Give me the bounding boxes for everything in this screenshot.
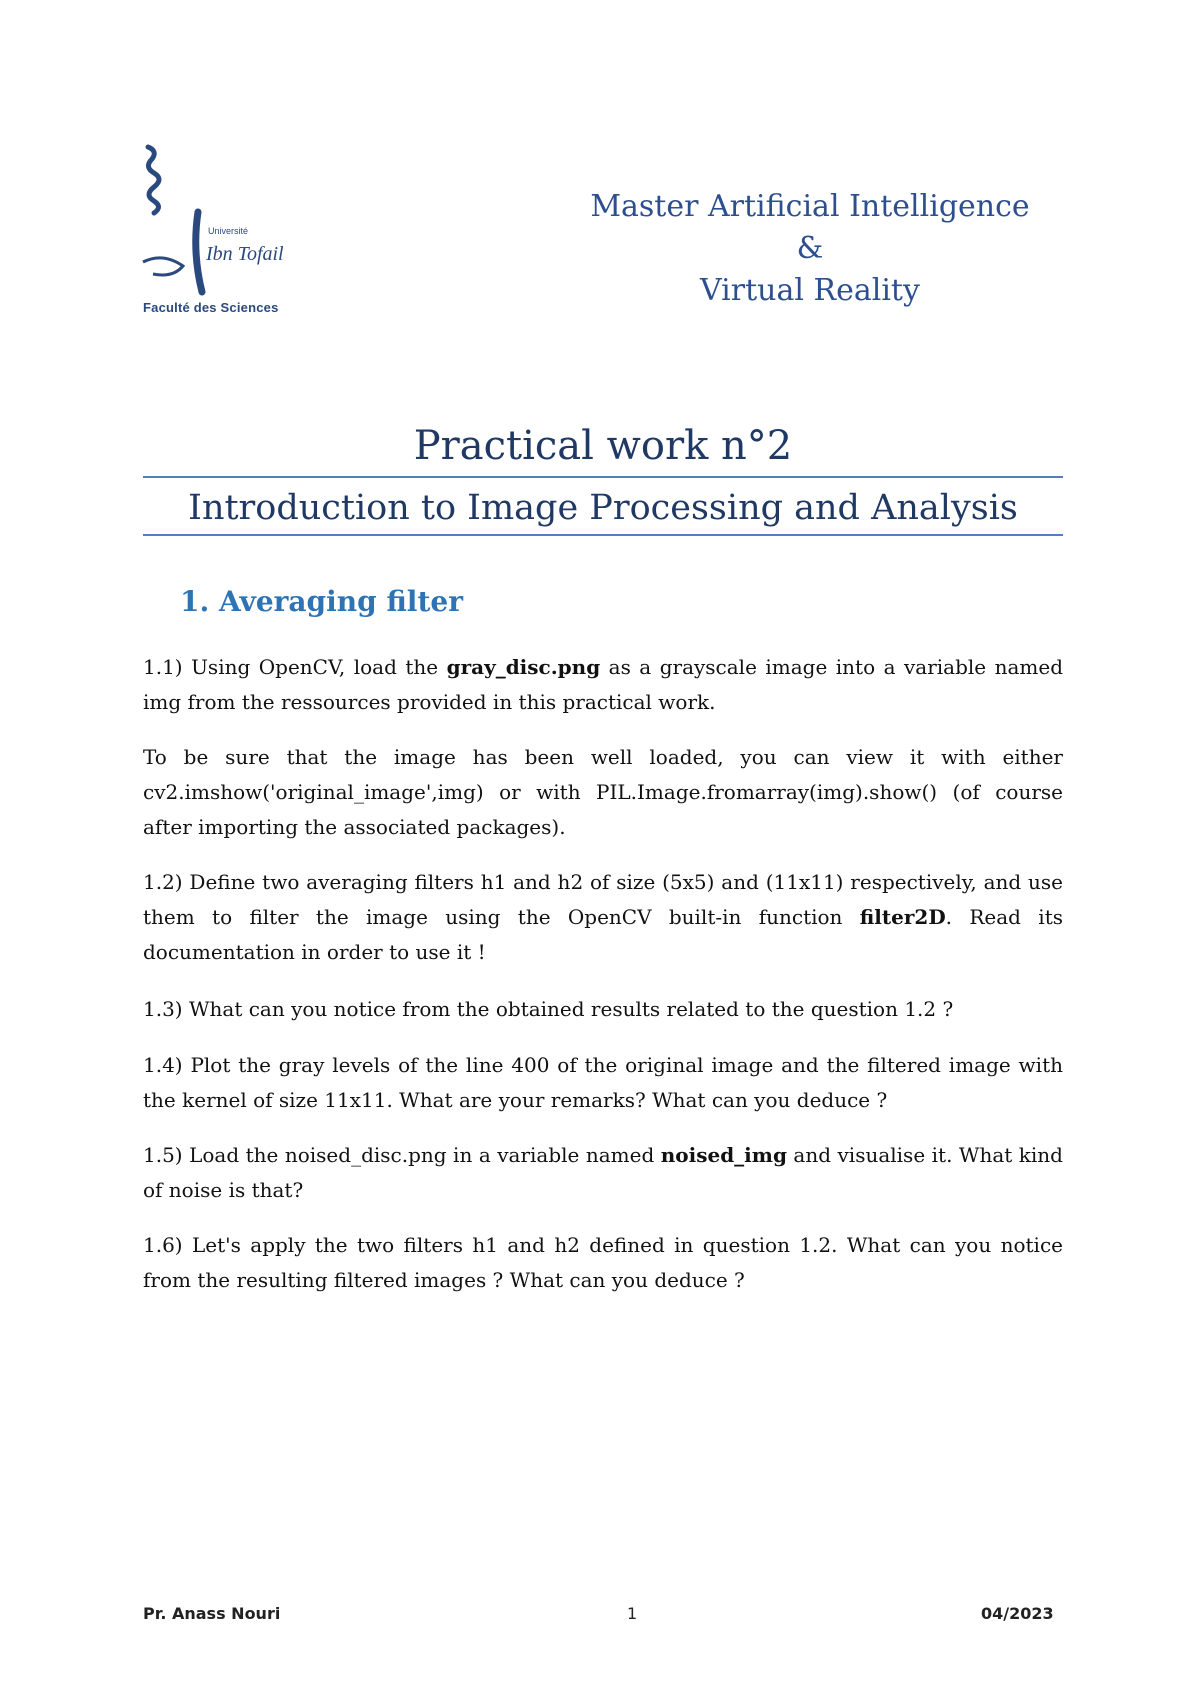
text-run: 1.1) Using OpenCV, load the bbox=[143, 655, 447, 679]
section-number: 1. bbox=[180, 585, 210, 618]
program-line-2: & bbox=[796, 231, 824, 266]
variable-bold: noised_img bbox=[660, 1143, 787, 1167]
page-title: Practical work n°2 bbox=[413, 423, 793, 469]
faculty-name: Faculté des Sciences bbox=[143, 300, 279, 315]
question-1-3: 1.3) What can you notice from the obtained results related to the question 1.2 ? bbox=[143, 997, 954, 1021]
footer-author: Pr. Anass Nouri bbox=[143, 1604, 281, 1623]
program-title bbox=[560, 186, 1060, 312]
paragraph-view-image: To be sure that the image has been well loaded, you can view it with either cv2.imshow('original_image',img) or with PIL.Image.fromarray(img).show() (of course after importing the associated packages). bbox=[143, 745, 1063, 839]
program-line-1: Master Artificial Intelligence bbox=[590, 189, 1030, 224]
text-run: as a grayscale image into a variable named img from the ressources provided in this practical work. bbox=[143, 655, 1063, 714]
section-heading bbox=[180, 585, 463, 618]
footer-date: 04/2023 bbox=[981, 1604, 1054, 1623]
text-run: 1.5) Load the noised_disc.png in a variable named bbox=[143, 1143, 661, 1167]
title-divider bbox=[143, 476, 1063, 478]
subtitle-divider bbox=[143, 534, 1063, 536]
question-1-5 bbox=[143, 1138, 1063, 1208]
question-1-2 bbox=[143, 865, 1063, 970]
question-1-6: 1.6) Let's apply the two filters h1 and h2 defined in question 1.2. What can you notice from the resulting filtered images ? What can you deduce ? bbox=[143, 1233, 1063, 1292]
text-run: . Read its documentation in order to use it ! bbox=[143, 905, 1063, 964]
filename-bold: gray_disc.png bbox=[446, 655, 601, 679]
question-1-4: 1.4) Plot the gray levels of the line 400 of the original image and the filtered image with the kernel of size 11x11. What are your remarks? What can you deduce ? bbox=[143, 1053, 1063, 1112]
section-title: Averaging filter bbox=[218, 585, 463, 618]
svg-text:Ibn Tofail: Ibn Tofail bbox=[206, 243, 284, 265]
question-1-1 bbox=[143, 650, 1063, 720]
university-logo-icon bbox=[138, 142, 298, 322]
page-subtitle: Introduction to Image Processing and Analysis bbox=[188, 488, 1018, 528]
function-bold: filter2D bbox=[859, 905, 946, 929]
svg-text:Université: Université bbox=[208, 226, 249, 236]
footer-page-number: 1 bbox=[627, 1604, 638, 1623]
text-run: 1.2) Define two averaging filters h1 and h2 of size (5x5) and (11x11) respectively, and use them to filter the image using the OpenCV built-in function bbox=[143, 870, 1063, 929]
program-line-3: Virtual Reality bbox=[700, 273, 920, 308]
text-run: and visualise it. What kind of noise is that? bbox=[143, 1143, 1063, 1202]
